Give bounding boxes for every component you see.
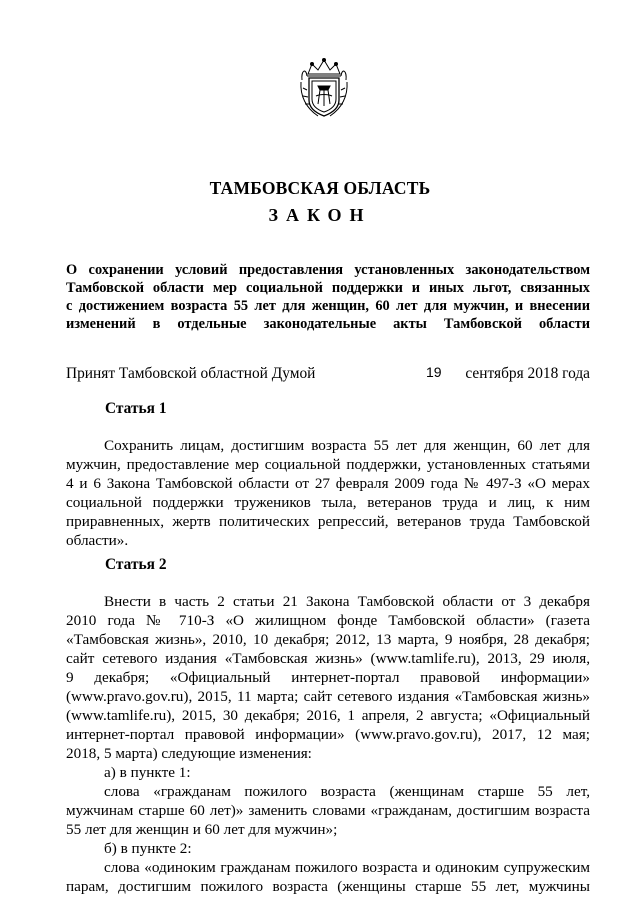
text-line: 2010 года № 710-З «О жилищном фонде Тамбовской области» (газета <box>66 612 590 629</box>
law-title-line: изменений в отдельные законодательные акты Тамбовской области <box>66 316 590 332</box>
text-line: слова «одиноким гражданам пожилого возраста и одиноким супружеским <box>104 859 590 876</box>
text-line: а) в пункте 1: <box>104 764 191 781</box>
text-line: 4 и 6 Закона Тамбовской области от 27 февраля 2009 года № 497-З «О мерах <box>66 475 590 492</box>
region-name: ТАМБОВСКАЯ ОБЛАСТЬ <box>209 178 431 198</box>
article-1-text <box>66 436 590 550</box>
text-line: Сохранить лицам, достигшим возраста 55 лет для женщин, 60 лет для <box>104 437 590 454</box>
article-2-text <box>66 592 590 896</box>
adoption-label: Принят Тамбовской областной Думой <box>66 365 316 382</box>
article-2-heading: Статья 2 <box>105 556 167 573</box>
text-line: 55 лет для женщин и 60 лет для мужчин»; <box>66 821 338 838</box>
law-title-line: с достижением возраста 55 лет для женщин, 60 лет для мужчин, и внесении <box>66 298 590 314</box>
text-line: приравненных, жертв политических репрессий, ветеранов труда Тамбовской <box>66 513 590 530</box>
text-line: 9 декабря; «Официальный интернет-портал правовой информации» <box>66 669 590 686</box>
text-line: социальной поддержки тружеников тыла, ветеранов труда и лиц, к ним <box>66 494 590 511</box>
text-line: «Тамбовская жизнь», 2010, 10 декабря; 2012, 13 марта, 9 ноября, 28 декабря; <box>66 631 590 648</box>
text-line: парам, достигшим пожилого возраста (женщины старше 55 лет, мужчины <box>66 878 590 895</box>
law-title <box>66 261 590 333</box>
adoption-day: 19 <box>426 364 442 380</box>
text-line: мужчинам старше 60 лет)» заменить словами «гражданам, достигшим возраста <box>66 802 590 819</box>
article-1-heading: Статья 1 <box>105 400 167 417</box>
text-line: (www.pravo.gov.ru), 2015, 11 марта; сайт сетевого издания «Тамбовская жизнь» <box>66 688 590 705</box>
text-line: области». <box>66 532 129 549</box>
text-line: (www.tamlife.ru), 2015, 30 декабря; 2016, 1 апреля, 2 августа; «Официальный <box>66 707 590 724</box>
text-line: мужчин, предоставление мер социальной поддержки, установленных статьями <box>66 456 590 473</box>
text-line: сайт сетевого издания «Тамбовская жизнь» (www.tamlife.ru), 2013, 29 июля, <box>66 650 590 667</box>
document-type: ЗАКОН <box>268 205 372 225</box>
coat-of-arms-icon <box>298 56 350 120</box>
adoption-month-year: сентября 2018 года <box>465 365 590 382</box>
text-line: Внести в часть 2 статьи 21 Закона Тамбовской области от 3 декабря <box>104 593 590 610</box>
law-title-line: Тамбовской области мер социальной поддержки и иных льгот, связанных <box>66 280 590 296</box>
text-line: 2018, 5 марта) следующие изменения: <box>66 745 312 762</box>
law-title-line: О сохранении условий предоставления установленных законодательством <box>66 262 590 278</box>
text-line: интернет-портал правовой информации» (www.pravo.gov.ru), 2017, 12 мая; <box>66 726 590 743</box>
text-line: б) в пункте 2: <box>104 840 192 857</box>
text-line: слова «гражданам пожилого возраста (женщинам старше 55 лет, <box>104 783 590 800</box>
